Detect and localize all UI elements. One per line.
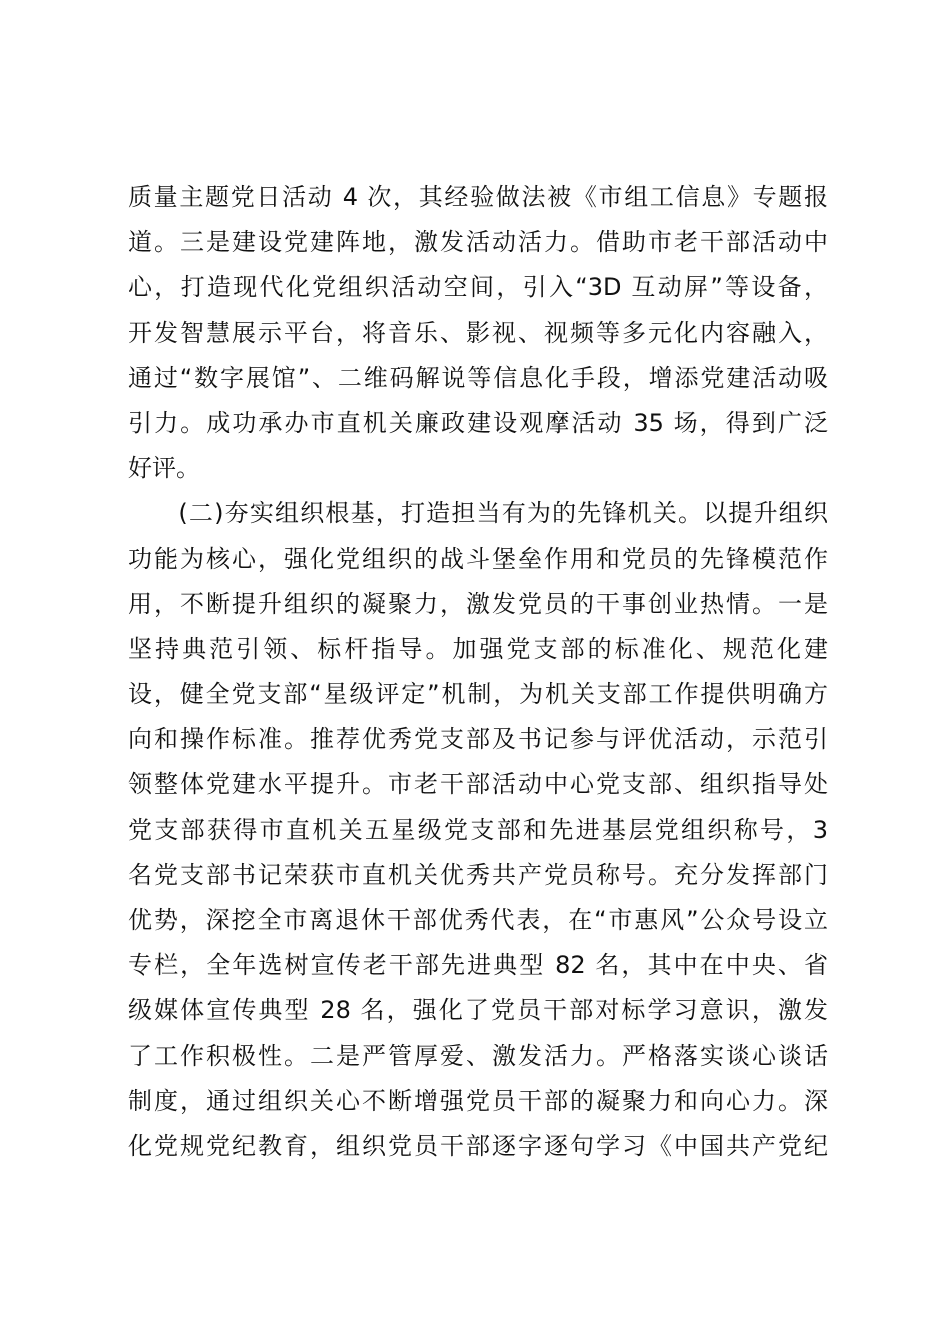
text-line: 心，打造现代化党组织活动空间，引入“3D 互动屏”等设备，	[128, 273, 828, 302]
text-line: 好评。	[128, 454, 200, 483]
text-line: 质量主题党日活动 4 次，其经验做法被《市组工信息》专题报	[128, 183, 828, 211]
text-line: 领整体党建水平提升。市老干部活动中心党支部、组织指导处	[128, 770, 828, 799]
text-line: 优势，深挖全市离退休干部优秀代表，在“市惠风”公众号设立	[128, 906, 828, 934]
text-line: 专栏，全年选树宣传老干部先进典型 82 名，其中在中央、省	[128, 951, 828, 980]
text-line: 向和操作标准。推荐优秀党支部及书记参与评优活动，示范引	[128, 725, 828, 754]
text-line: 了工作积极性。二是严管厚爱、激发活力。严格落实谈心谈话	[128, 1041, 828, 1070]
text-line: 通过“数字展馆”、二维码解说等信息化手段，增添党建活动吸	[128, 363, 828, 392]
text-line: 名党支部书记荣获市直机关优秀共产党员称号。充分发挥部门	[128, 860, 828, 889]
text-line: 功能为核心，强化党组织的战斗堡垒作用和党员的先锋模范作	[128, 544, 828, 573]
text-line: 用，不断提升组织的凝聚力，激发党员的干事创业热情。一是	[128, 589, 828, 618]
text-line: 制度，通过组织关心不断增强党员干部的凝聚力和向心力。深	[128, 1086, 828, 1115]
body-text	[128, 175, 828, 1169]
text-line: 引力。成功承办市直机关廉政建设观摩活动 35 场，得到广泛	[128, 408, 828, 437]
text-line: 道。三是建设党建阵地，激发活动活力。借助市老干部活动中	[128, 228, 828, 257]
text-line: 坚持典范引领、标杆指导。加强党支部的标准化、规范化建	[128, 634, 828, 663]
text-line: 开发智慧展示平台，将音乐、影视、视频等多元化内容融入，	[128, 318, 828, 347]
text-line: 设，健全党支部“星级评定”机制，为机关支部工作提供明确方	[128, 680, 828, 709]
text-line: 级媒体宣传典型 28 名，强化了党员干部对标学习意识，激发	[128, 996, 828, 1025]
text-line: 党支部获得市直机关五星级党支部和先进基层党组织称号，3	[128, 815, 828, 844]
text-line: 化党规党纪教育，组织党员干部逐字逐句学习《中国共产党纪	[128, 1131, 828, 1160]
paragraph-heading-line: (二)夯实组织根基，打造担当有为的先锋机关。以提升组织	[128, 499, 828, 528]
